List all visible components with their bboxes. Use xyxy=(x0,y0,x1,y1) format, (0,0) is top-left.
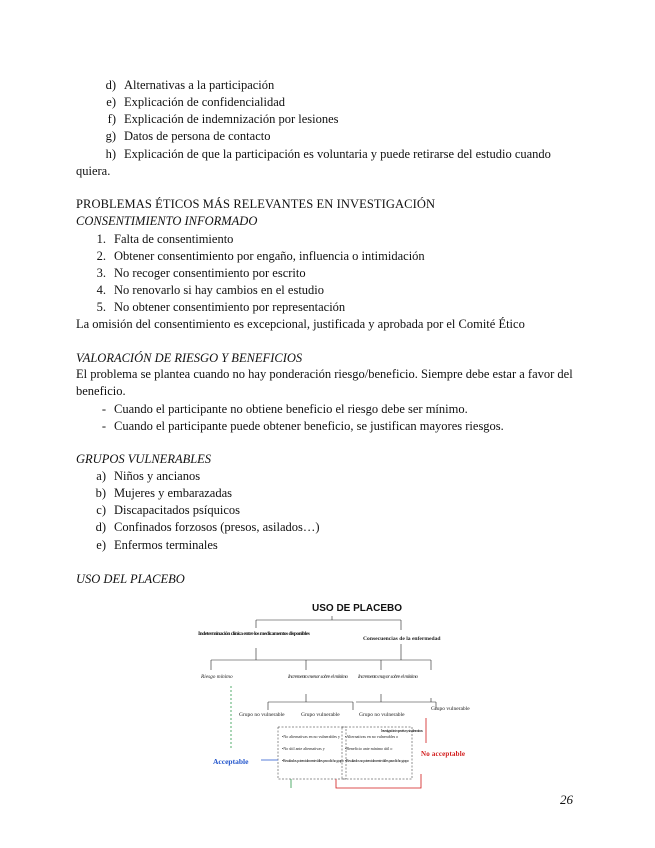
list-continuation: quiera. xyxy=(76,164,111,178)
list-item xyxy=(86,519,320,535)
list-marker: a) xyxy=(96,469,106,483)
list-text: Explicación de que la participación es voluntaria y puede retirarse del estudio cuando xyxy=(124,147,551,161)
list-text: Alternativas a la participación xyxy=(124,78,275,92)
detail-a-line: •Resultados potencialmente útiles para dicho grupo xyxy=(282,758,344,763)
list-text: Confinados forzosos (presos, asilados…) xyxy=(114,520,320,534)
list-item xyxy=(86,502,240,518)
not-accept-arrow-line xyxy=(336,774,421,788)
list-marker: f) xyxy=(107,112,116,126)
list-marker: e) xyxy=(106,95,116,109)
consent-note: La omisión del consentimiento es excepcional, justificada y aprobada por el Comité Ético xyxy=(76,317,525,331)
risk-benefit-paragraph: El problema se plantea cuando no hay ponderación riesgo/beneficio. Siempre debe estar a favor del beneficio. xyxy=(76,367,573,398)
list-marker: 2. xyxy=(96,249,106,263)
list-item xyxy=(96,94,285,110)
diagram-title: USO DE PLACEBO xyxy=(312,603,403,614)
section-title: PROBLEMAS ÉTICOS MÁS RELEVANTES EN INVESTIGACIÓN xyxy=(76,197,436,211)
list-text: Mujeres y embarazadas xyxy=(114,486,232,500)
list-marker: 3. xyxy=(96,266,106,280)
node-minor-increase: Incremento menor sobre el mínimo xyxy=(288,674,348,680)
label-not-acceptable: No acceptable xyxy=(421,750,465,758)
list-text: Explicación de confidencialidad xyxy=(124,95,286,109)
list-item xyxy=(96,128,270,144)
detail-b-line: •Resultados no potencialmente útiles para dicho grupo xyxy=(345,758,409,763)
node-group-vulnerable: Grupo vulnerable xyxy=(431,706,470,712)
list-item xyxy=(86,265,306,281)
list-marker: g) xyxy=(105,129,116,143)
list-item xyxy=(96,146,551,162)
list-marker: c) xyxy=(96,503,106,517)
list-text: No obtener consentimiento por representación xyxy=(114,300,346,314)
node-consequences: Consecuencias de la enfermedad xyxy=(363,636,441,642)
detail-b-line: •Alternativas en no vulnerables o xyxy=(345,734,399,739)
list-text: Niños y ancianos xyxy=(114,469,201,483)
label-acceptable: Acceptable xyxy=(213,757,249,766)
page-number: 26 xyxy=(560,792,573,807)
node-group-not-vulnerable: Grupo no vulnerable xyxy=(359,712,405,718)
list-marker: e) xyxy=(96,538,106,552)
list-marker: b) xyxy=(95,486,106,500)
subheading-placebo: USO DEL PLACEBO xyxy=(76,572,185,586)
list-item xyxy=(86,299,345,315)
subheading-risk-benefit: VALORACIÓN DE RIESGO Y BENEFICIOS xyxy=(76,351,303,365)
node-major-increase: Incremento mayor sobre el mínimo xyxy=(358,674,418,680)
list-item xyxy=(86,282,324,298)
subheading-informed-consent: CONSENTIMIENTO INFORMADO xyxy=(76,214,258,228)
node-indeterminacy: Indeterminación clínica entre los medicamentos disponibles xyxy=(198,631,310,637)
list-text: No renovarlo si hay cambios en el estudio xyxy=(114,283,325,297)
list-item xyxy=(86,418,504,434)
list-text: Cuando el participante no obtiene beneficio el riesgo debe ser mínimo. xyxy=(114,402,468,416)
list-text: No recoger consentimiento por escrito xyxy=(114,266,306,280)
detail-a-line: •No útil ante alternativas y xyxy=(282,746,325,751)
list-marker: - xyxy=(101,402,106,416)
list-text: Datos de persona de contacto xyxy=(124,129,271,143)
list-item xyxy=(96,77,274,93)
list-item xyxy=(86,248,425,264)
list-item xyxy=(86,468,200,484)
list-item xyxy=(96,111,339,127)
list-item xyxy=(86,401,468,417)
node-group-vulnerable: Grupo vulnerable xyxy=(301,712,340,718)
detail-b-line: •Beneficio ante mínimo útil o xyxy=(345,746,393,751)
node-group-not-vulnerable: Grupo no vulnerable xyxy=(239,712,285,718)
list-text: Falta de consentimiento xyxy=(114,232,234,246)
list-text: Enfermos terminales xyxy=(114,538,218,552)
list-marker: d) xyxy=(95,520,106,534)
list-item xyxy=(86,537,218,553)
subheading-vulnerable-groups: GRUPOS VULNERABLES xyxy=(76,452,212,466)
list-text: Explicación de indemnización por lesiones xyxy=(124,112,339,126)
list-text: Cuando el participante puede obtener beneficio, se justifican mayores riesgos. xyxy=(114,419,504,433)
list-text: Discapacitados psíquicos xyxy=(114,503,241,517)
placebo-flow-diagram xyxy=(196,598,471,793)
detail-a-line: •No alternativas en no vulnerables y xyxy=(282,734,340,739)
list-marker: d) xyxy=(105,78,116,92)
list-marker: h) xyxy=(105,147,116,161)
node-imperative-research: Investigación imperativa y sin alternativas xyxy=(381,728,423,733)
list-marker: 5. xyxy=(96,300,106,314)
node-minimal-risk: Riesgo mínimo xyxy=(201,674,233,680)
list-text: Obtener consentimiento por engaño, influencia o intimidación xyxy=(114,249,425,263)
list-marker: - xyxy=(101,419,106,433)
list-marker: 1. xyxy=(96,232,106,246)
list-marker: 4. xyxy=(96,283,106,297)
list-item xyxy=(86,231,233,247)
list-item xyxy=(86,485,232,501)
